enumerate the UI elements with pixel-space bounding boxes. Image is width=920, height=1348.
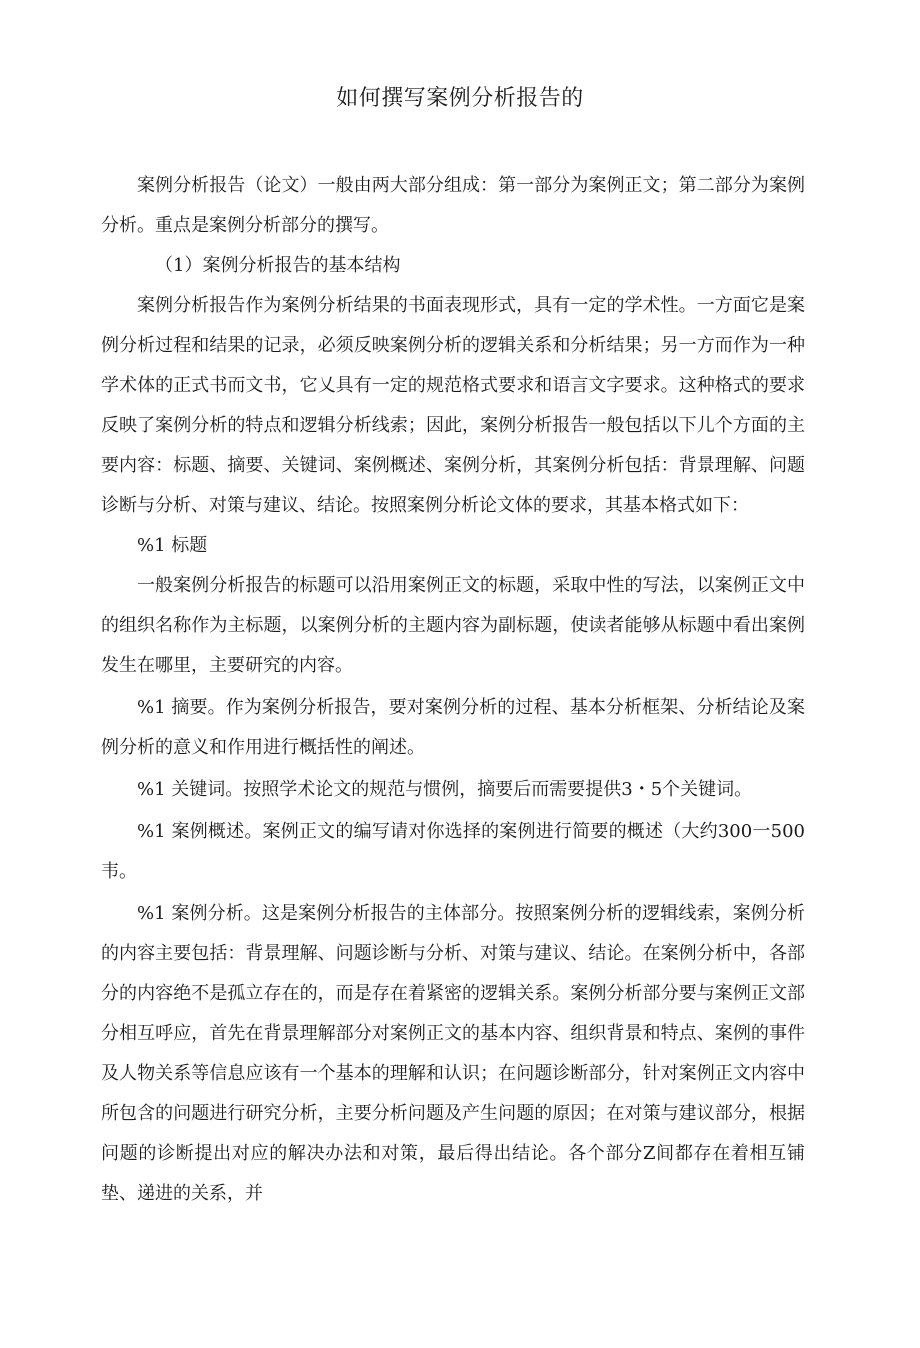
structure-paragraph: 案例分析报告作为案例分析结果的书面表现形式，具有一定的学术性。一方面它是案例分析过程和结果的记录，必须反映案例分析的逻辑关系和分析结果；另一方而作为一种学术体的正式书而文书，它乂具有一定的规范格式要求和语言文字要求。这种格式的要求反映了案例分析的特点和逻辑分析线索；因此，案例分析报告一般包括以下儿个方面的主要内容：标题、摘要、关键词、案例概述、案例分析，其案例分析包括：背景理解、问题诊断与分析、对策与建议、结论。按照案例分析论文体的要求，其基本格式如下： <box>101 295 805 516</box>
document-body <box>101 166 805 1214</box>
item-abstract-paragraph: %1 摘要。作为案例分析报告，要对案例分析的过程、基本分析框架、分析结论及案例分析的意义和作用进行概括性的阐述。 <box>101 697 805 758</box>
intro-paragraph: 案例分析报告（论文）一般由两大部分组成：第一部分为案例正文；第二部分为案例分析。重点是案例分析部分的撰写。 <box>101 175 805 236</box>
document-title: 如何撰写案例分析报告的 <box>336 86 584 111</box>
item-overview-paragraph: %1 案例概述。案例正文的编写请对你选择的案例进行简要的概述（大约300一500 韦。 <box>101 821 805 882</box>
title-paragraph: 一般案例分析报告的标题可以沿用案例正文的标题，采取中性的写法，以案例正文中的组织名称作为主标题，以案例分析的主题内容为副标题，使读者能够从标题中看出案例发生在哪里，主要研究的内容。 <box>101 575 805 676</box>
item-analysis-paragraph: %1 案例分析。这是案例分析报告的主体部分。按照案例分析的逻辑线索，案例分析的内容主要包括：背景理解、问题诊断与分析、对策与建议、结论。在案例分析中，各部分的内容绝不是孤立存在的，而是存在着紧密的逻辑关系。案例分析部分要与案例正文部分相互呼应，首先在背景理解部分对案例正文的基本内容、组织背景和特点、案例的事件及人物关系等信息应该有一个基本的理解和认识；在问题诊断部分，针对案例正文内容中所包含的问题进行研究分析，主要分析问题及产生问题的原因；在对策与建议部分，根据问题的诊断提出对应的解决办法和对策，最后得出结论。各个部分Z间都存在着相互铺垫、递进的关系，并 <box>101 903 805 1204</box>
item-keywords-paragraph: %1 关键词。按照学术论文的规范与惯例，摘要后而需要提供3・5个关键词。 <box>137 779 753 800</box>
section-heading-basic-structure: （1）案例分析报告的基本结构 <box>155 255 401 276</box>
item-title-heading: %1 标题 <box>137 535 208 556</box>
